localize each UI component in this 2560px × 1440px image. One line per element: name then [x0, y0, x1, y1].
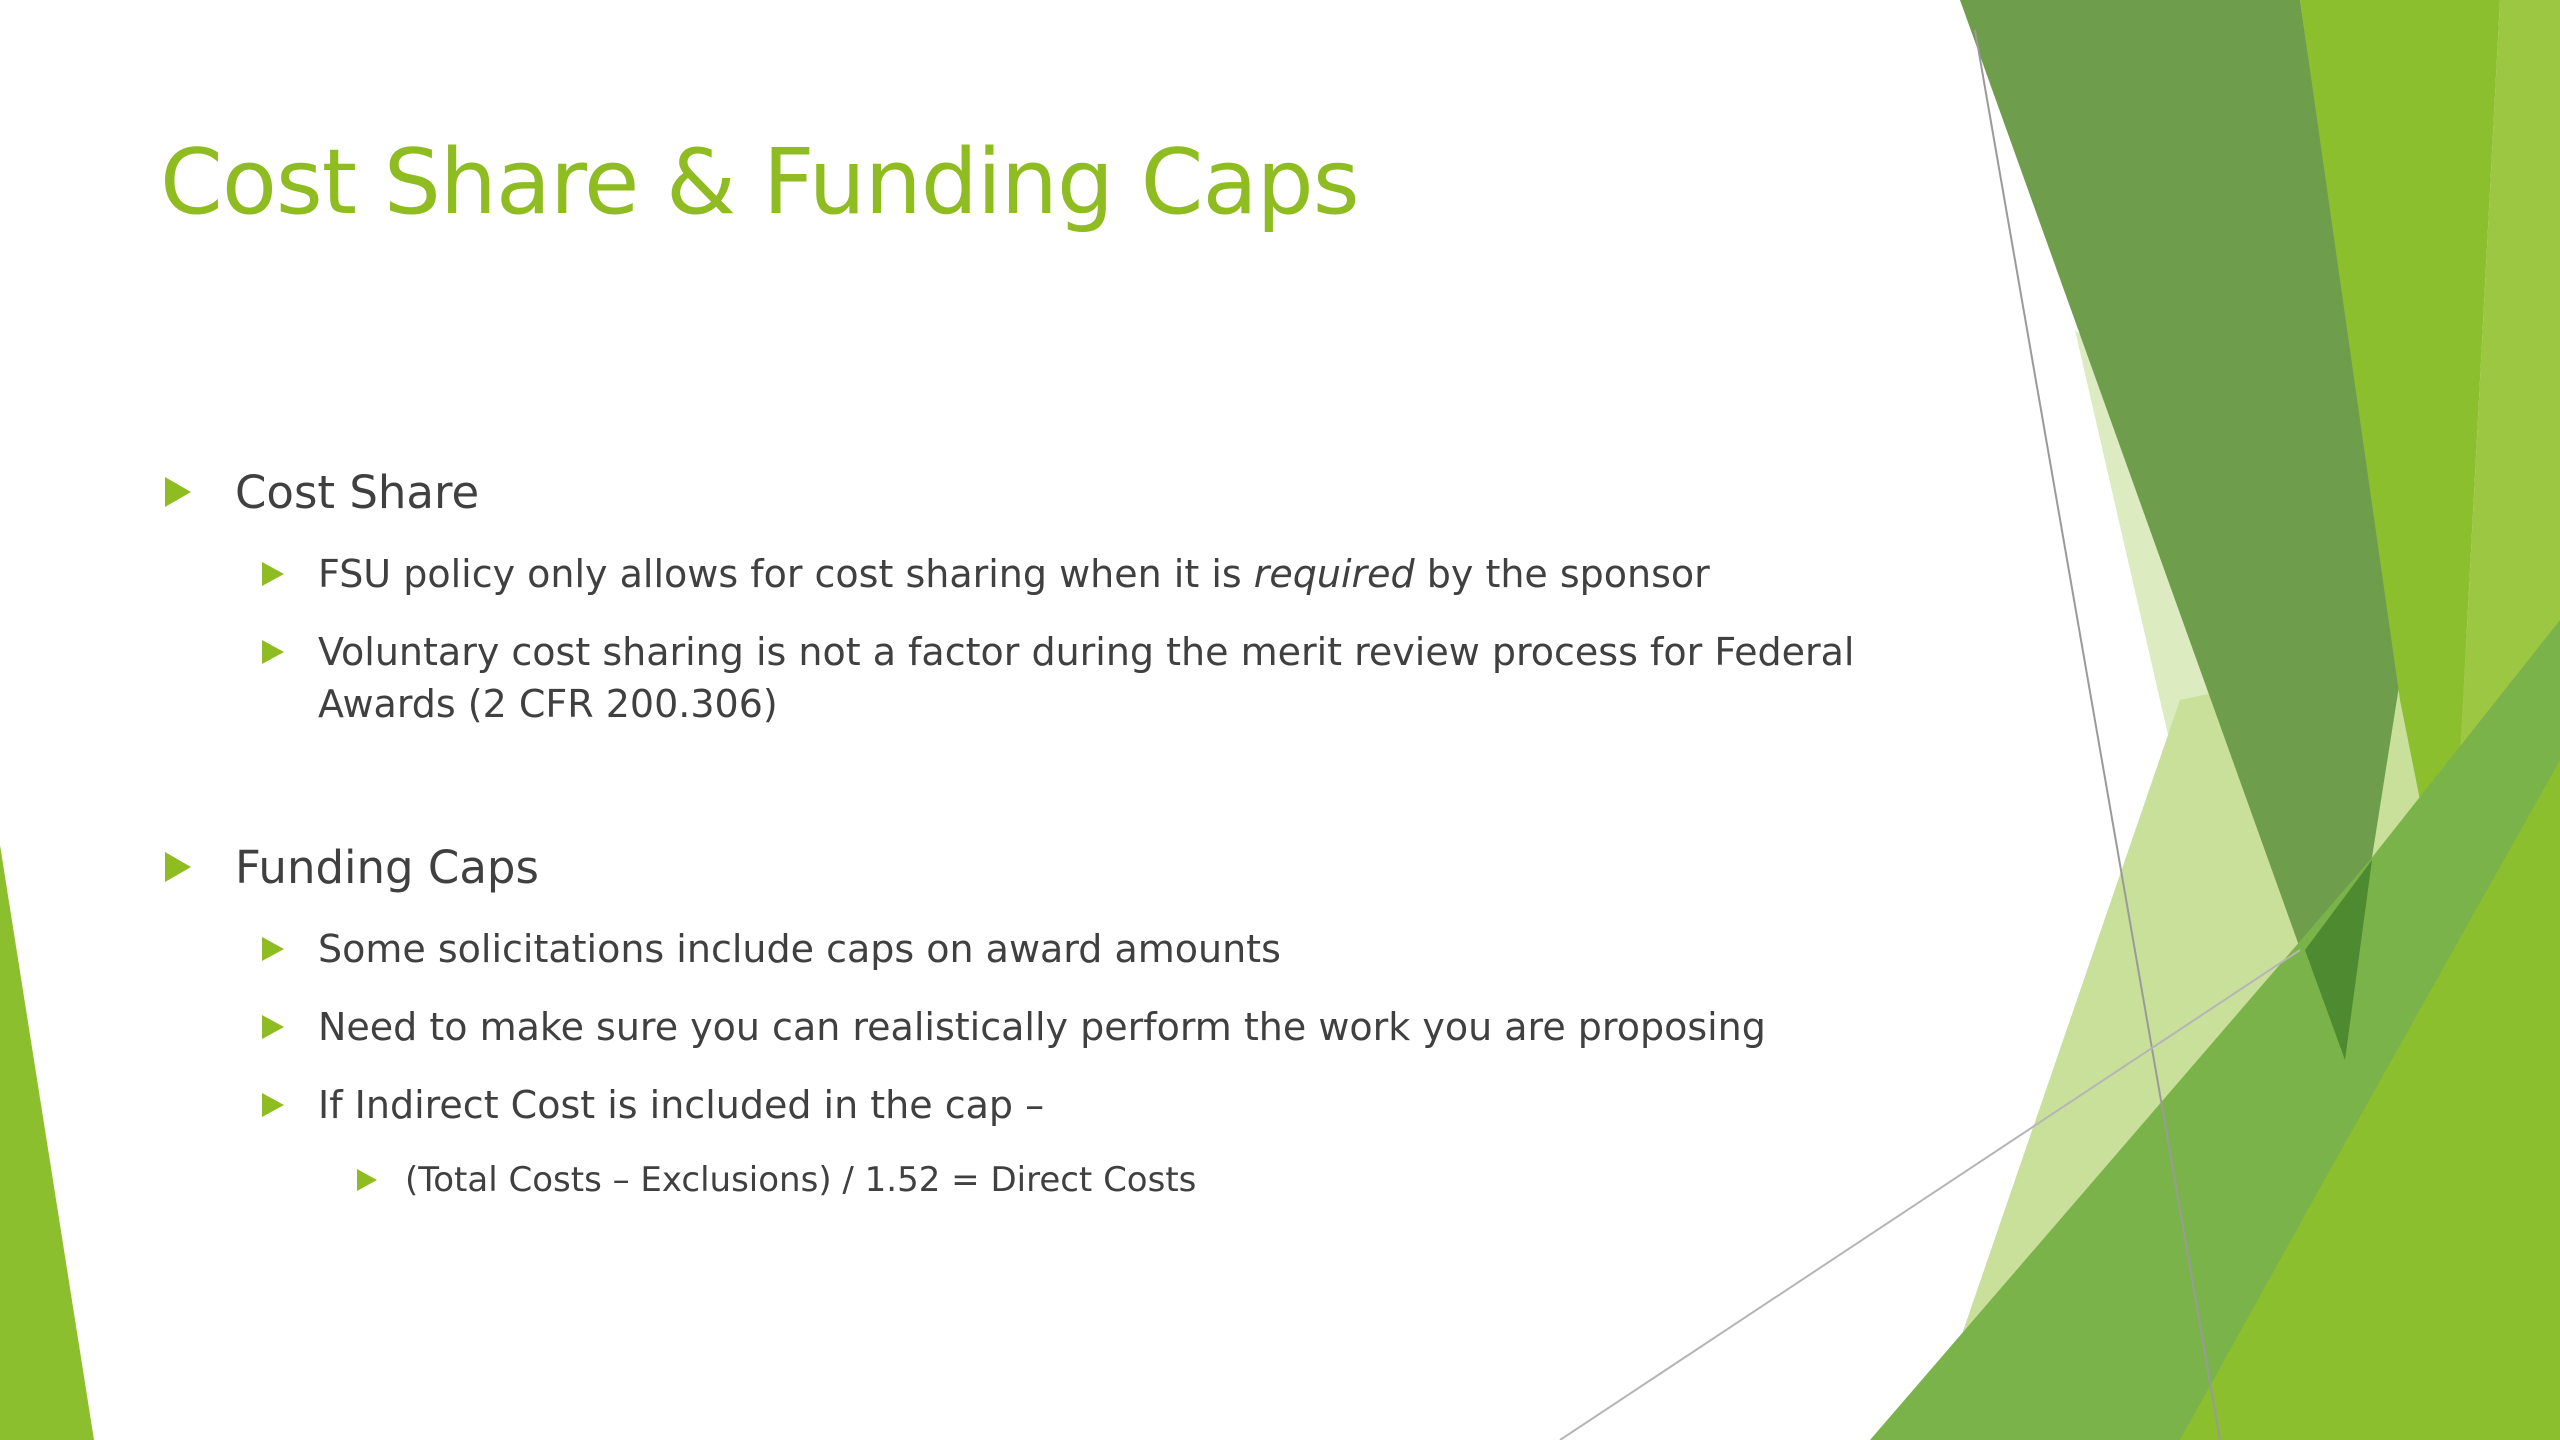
text-suffix: by the sponsor: [1414, 552, 1710, 596]
bullet-cost-share: [165, 463, 479, 523]
bullet-arrow-icon: [357, 1169, 377, 1191]
subbullet-text: If Indirect Cost is included in the cap –: [318, 1083, 1045, 1127]
slide-title: Cost Share & Funding Caps: [160, 130, 1359, 235]
subbullet-text: Some solicitations include caps on award amounts: [318, 927, 1281, 971]
bullet-arrow-icon: [262, 1093, 284, 1117]
formula-text: (Total Costs – Exclusions) / 1.52 = Direct Costs: [405, 1160, 1197, 1200]
bullet-arrow-icon: [262, 1015, 284, 1039]
subbullet-text: Need to make sure you can realistically perform the work you are proposing: [318, 1005, 1766, 1049]
subbullet-voluntary-cost-sharing: [262, 626, 1854, 730]
bullet-arrow-icon: [262, 562, 284, 586]
bullet-heading-text: Cost Share: [235, 466, 480, 519]
subbullet-realistic-performance: [262, 1001, 1766, 1053]
emphasized-word: required: [1253, 552, 1415, 596]
text-line-2: Awards (2 CFR 200.306): [318, 682, 778, 726]
subbullet-indirect-cost: [262, 1079, 1044, 1131]
bullet-arrow-icon: [262, 937, 284, 961]
subbullet-text: [318, 626, 1854, 730]
bullet-arrow-icon: [165, 852, 191, 882]
bullet-arrow-icon: [165, 477, 191, 507]
text-prefix: FSU policy only allows for cost sharing when it is: [318, 552, 1254, 596]
bullet-arrow-icon: [262, 640, 284, 664]
subbullet-text: [318, 548, 1710, 600]
left-green-wedge: [0, 845, 94, 1440]
subbullet-solicitation-caps: [262, 923, 1281, 975]
subbullet-fsu-policy: [262, 548, 1710, 600]
text-line-1: Voluntary cost sharing is not a factor during the merit review process for Federal: [318, 630, 1855, 674]
subsubbullet-direct-cost-formula: [357, 1157, 1196, 1203]
bullet-heading-text: Funding Caps: [235, 841, 539, 894]
bullet-funding-caps: [165, 838, 539, 898]
